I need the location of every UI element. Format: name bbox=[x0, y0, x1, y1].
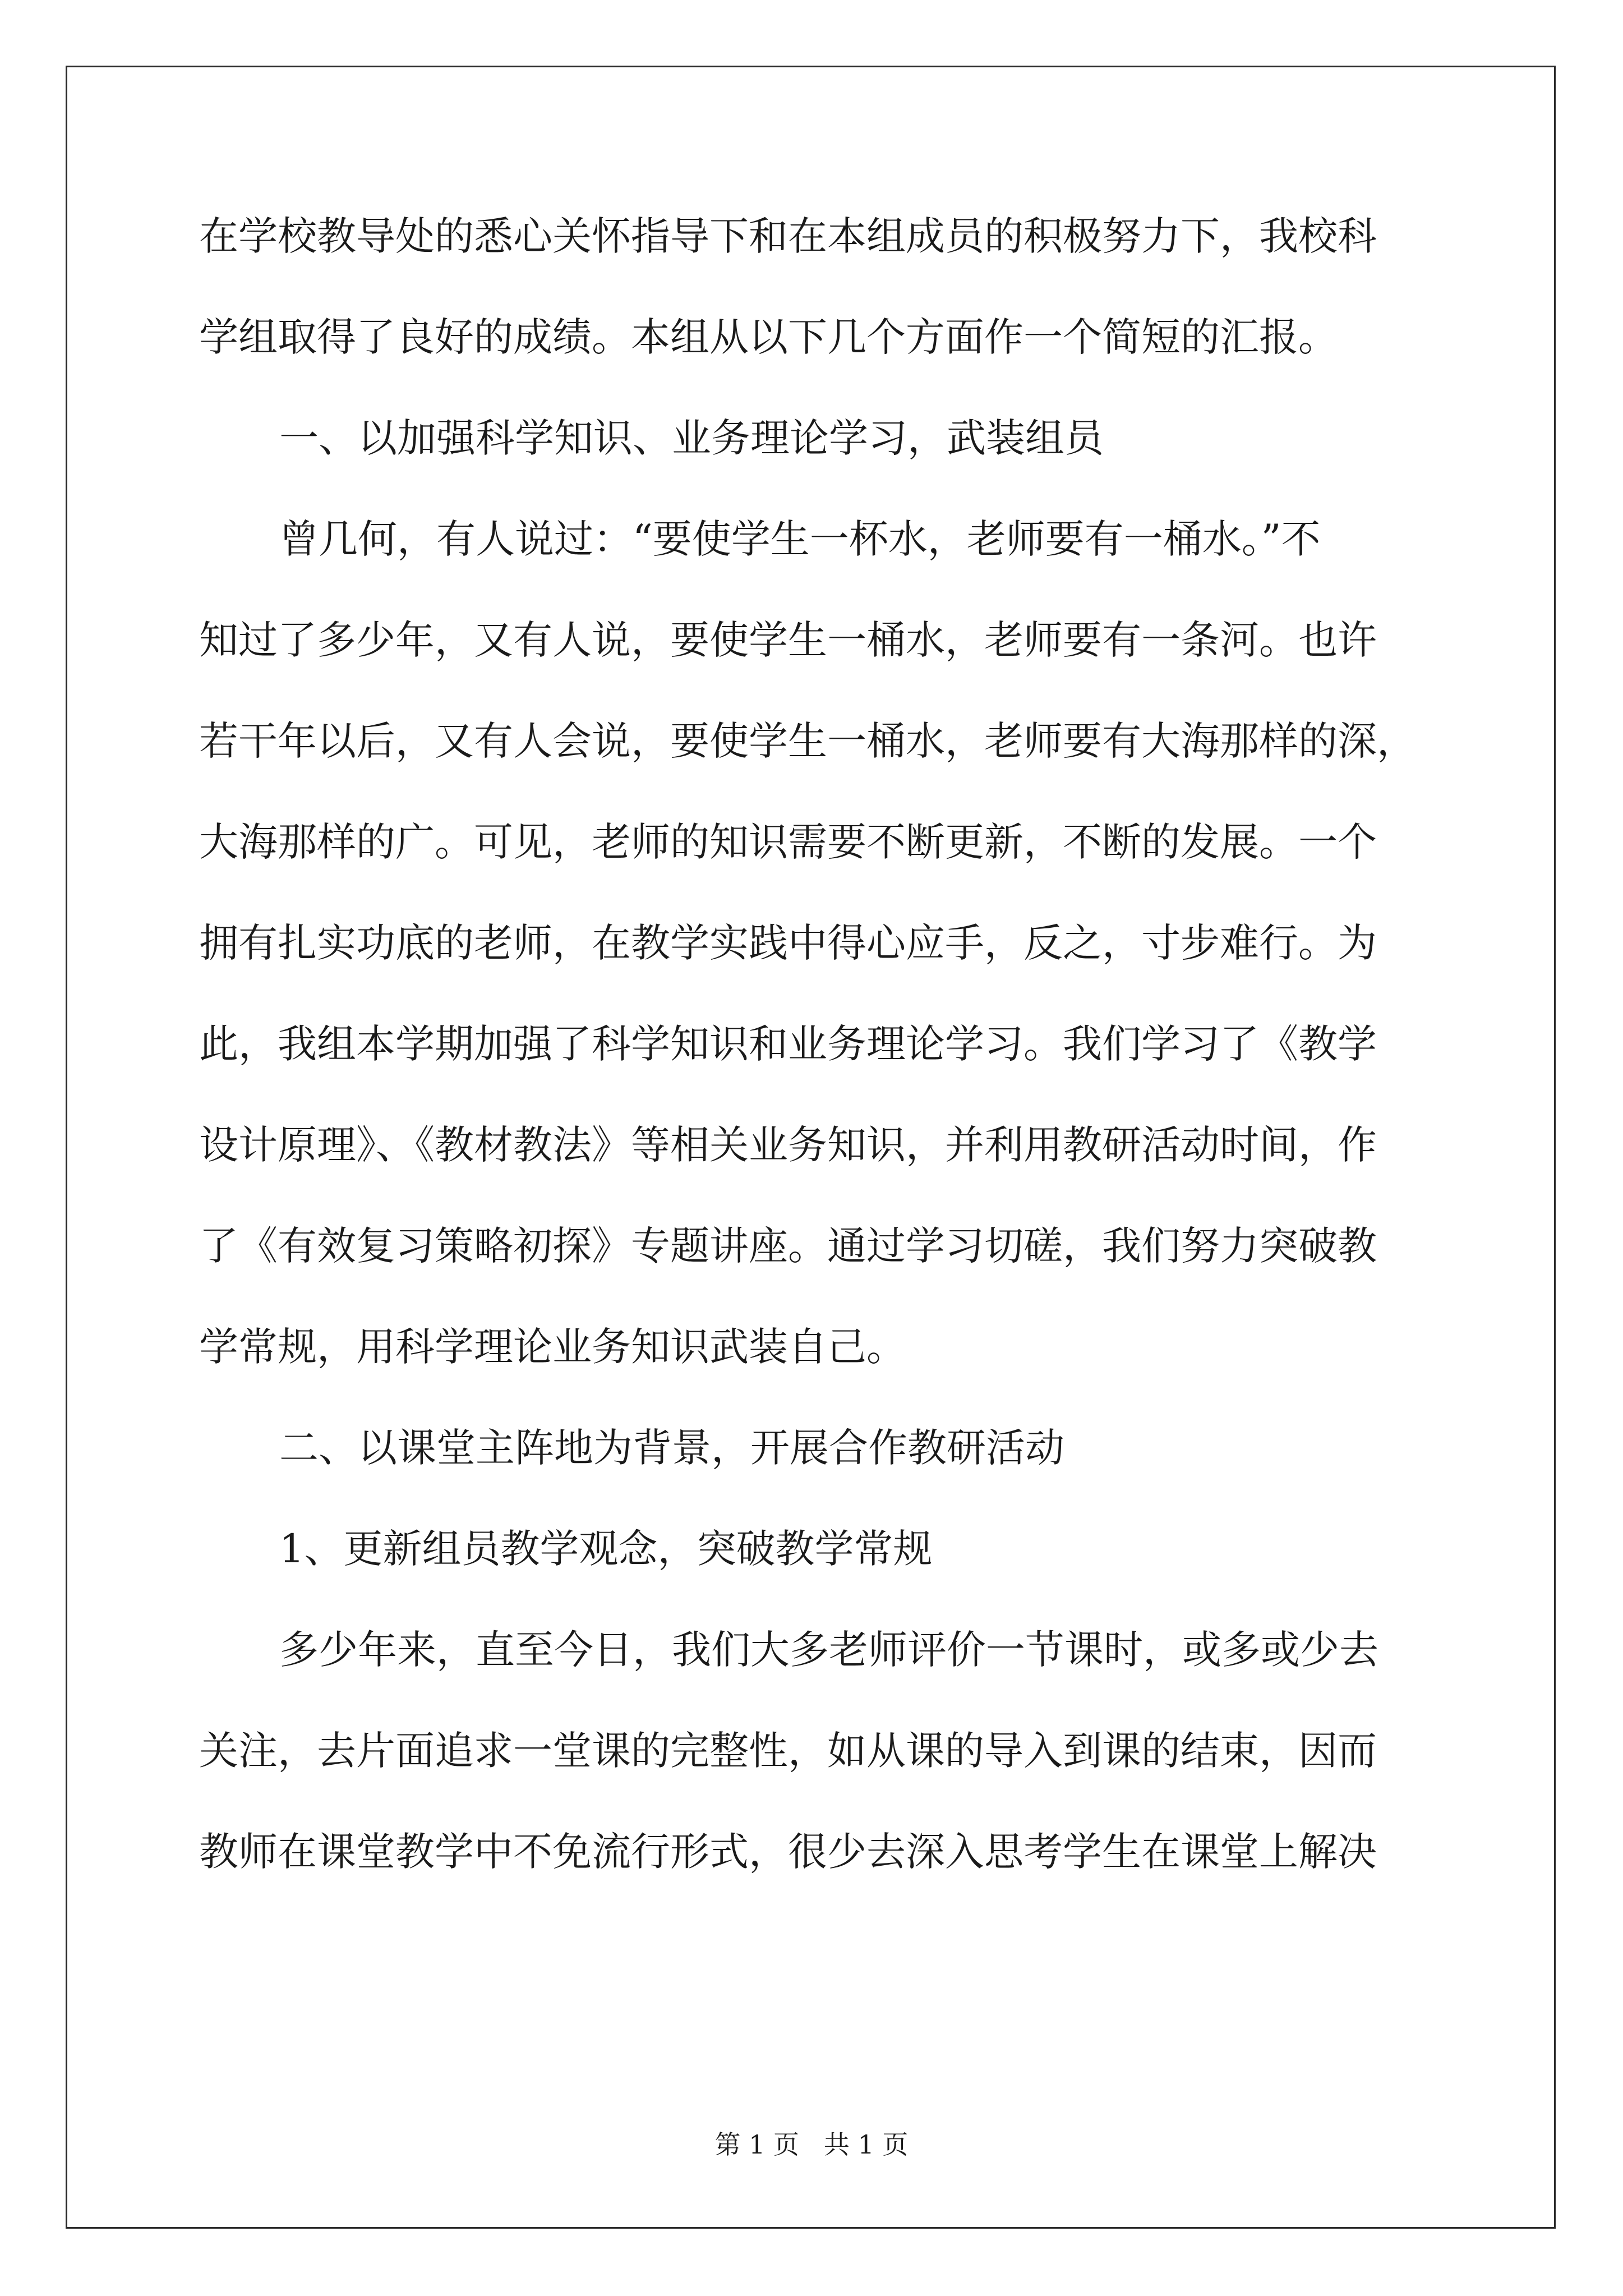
paragraph-line: 关注，去片面追求一堂课的完整性，如从课的导入到课的结束，因而 bbox=[199, 1728, 1377, 1774]
section-heading: 二、以课堂主阵地为背景，开展合作教研活动 bbox=[279, 1425, 1064, 1471]
paragraph-line: 曾几何，有人说过：“要使学生一杯水，老师要有一桶水。”不 bbox=[279, 516, 1321, 562]
paragraph-line: 教师在课堂教学中不免流行形式，很少去深入思考学生在课堂上解决 bbox=[199, 1829, 1377, 1875]
paragraph-line: 拥有扎实功底的老师，在教学实践中得心应手，反之，寸步难行。为 bbox=[199, 920, 1377, 966]
paragraph-line: 设计原理》、《教材教法》等相关业务知识，并利用教研活动时间，作 bbox=[199, 1122, 1377, 1168]
paragraph-line: 知过了多少年，又有人说，要使学生一桶水，老师要有一条河。也许 bbox=[199, 617, 1377, 663]
paragraph-line: 学常规，用科学理论业务知识武装自己。 bbox=[199, 1324, 906, 1370]
section-heading: 一、以加强科学知识、业务理论学习，武装组员 bbox=[279, 415, 1104, 461]
page-number-footer: 第 1 页 共 1 页 bbox=[714, 2129, 909, 2160]
paragraph-line: 了《有效复习策略初探》专题讲座。通过学习切磋，我们努力突破教 bbox=[199, 1223, 1377, 1269]
subsection-heading: 1、更新组员教学观念，突破教学常规 bbox=[279, 1526, 933, 1572]
paragraph-line: 大海那样的广。可见，老师的知识需要不断更新，不断的发展。一个 bbox=[199, 819, 1377, 865]
paragraph-line: 学组取得了良好的成绩。本组从以下几个方面作一个简短的汇报。 bbox=[199, 314, 1338, 360]
paragraph-line: 此，我组本学期加强了科学知识和业务理论学习。我们学习了《教学 bbox=[199, 1021, 1377, 1067]
paragraph-line: 多少年来，直至今日，我们大多老师评价一节课时，或多或少去 bbox=[279, 1627, 1378, 1673]
paragraph-line: 在学校教导处的悉心关怀指导下和在本组成员的积极努力下，我校科 bbox=[199, 213, 1377, 259]
paragraph-line: 若干年以后，又有人会说，要使学生一桶水，老师要有大海那样的深， bbox=[199, 718, 1416, 764]
